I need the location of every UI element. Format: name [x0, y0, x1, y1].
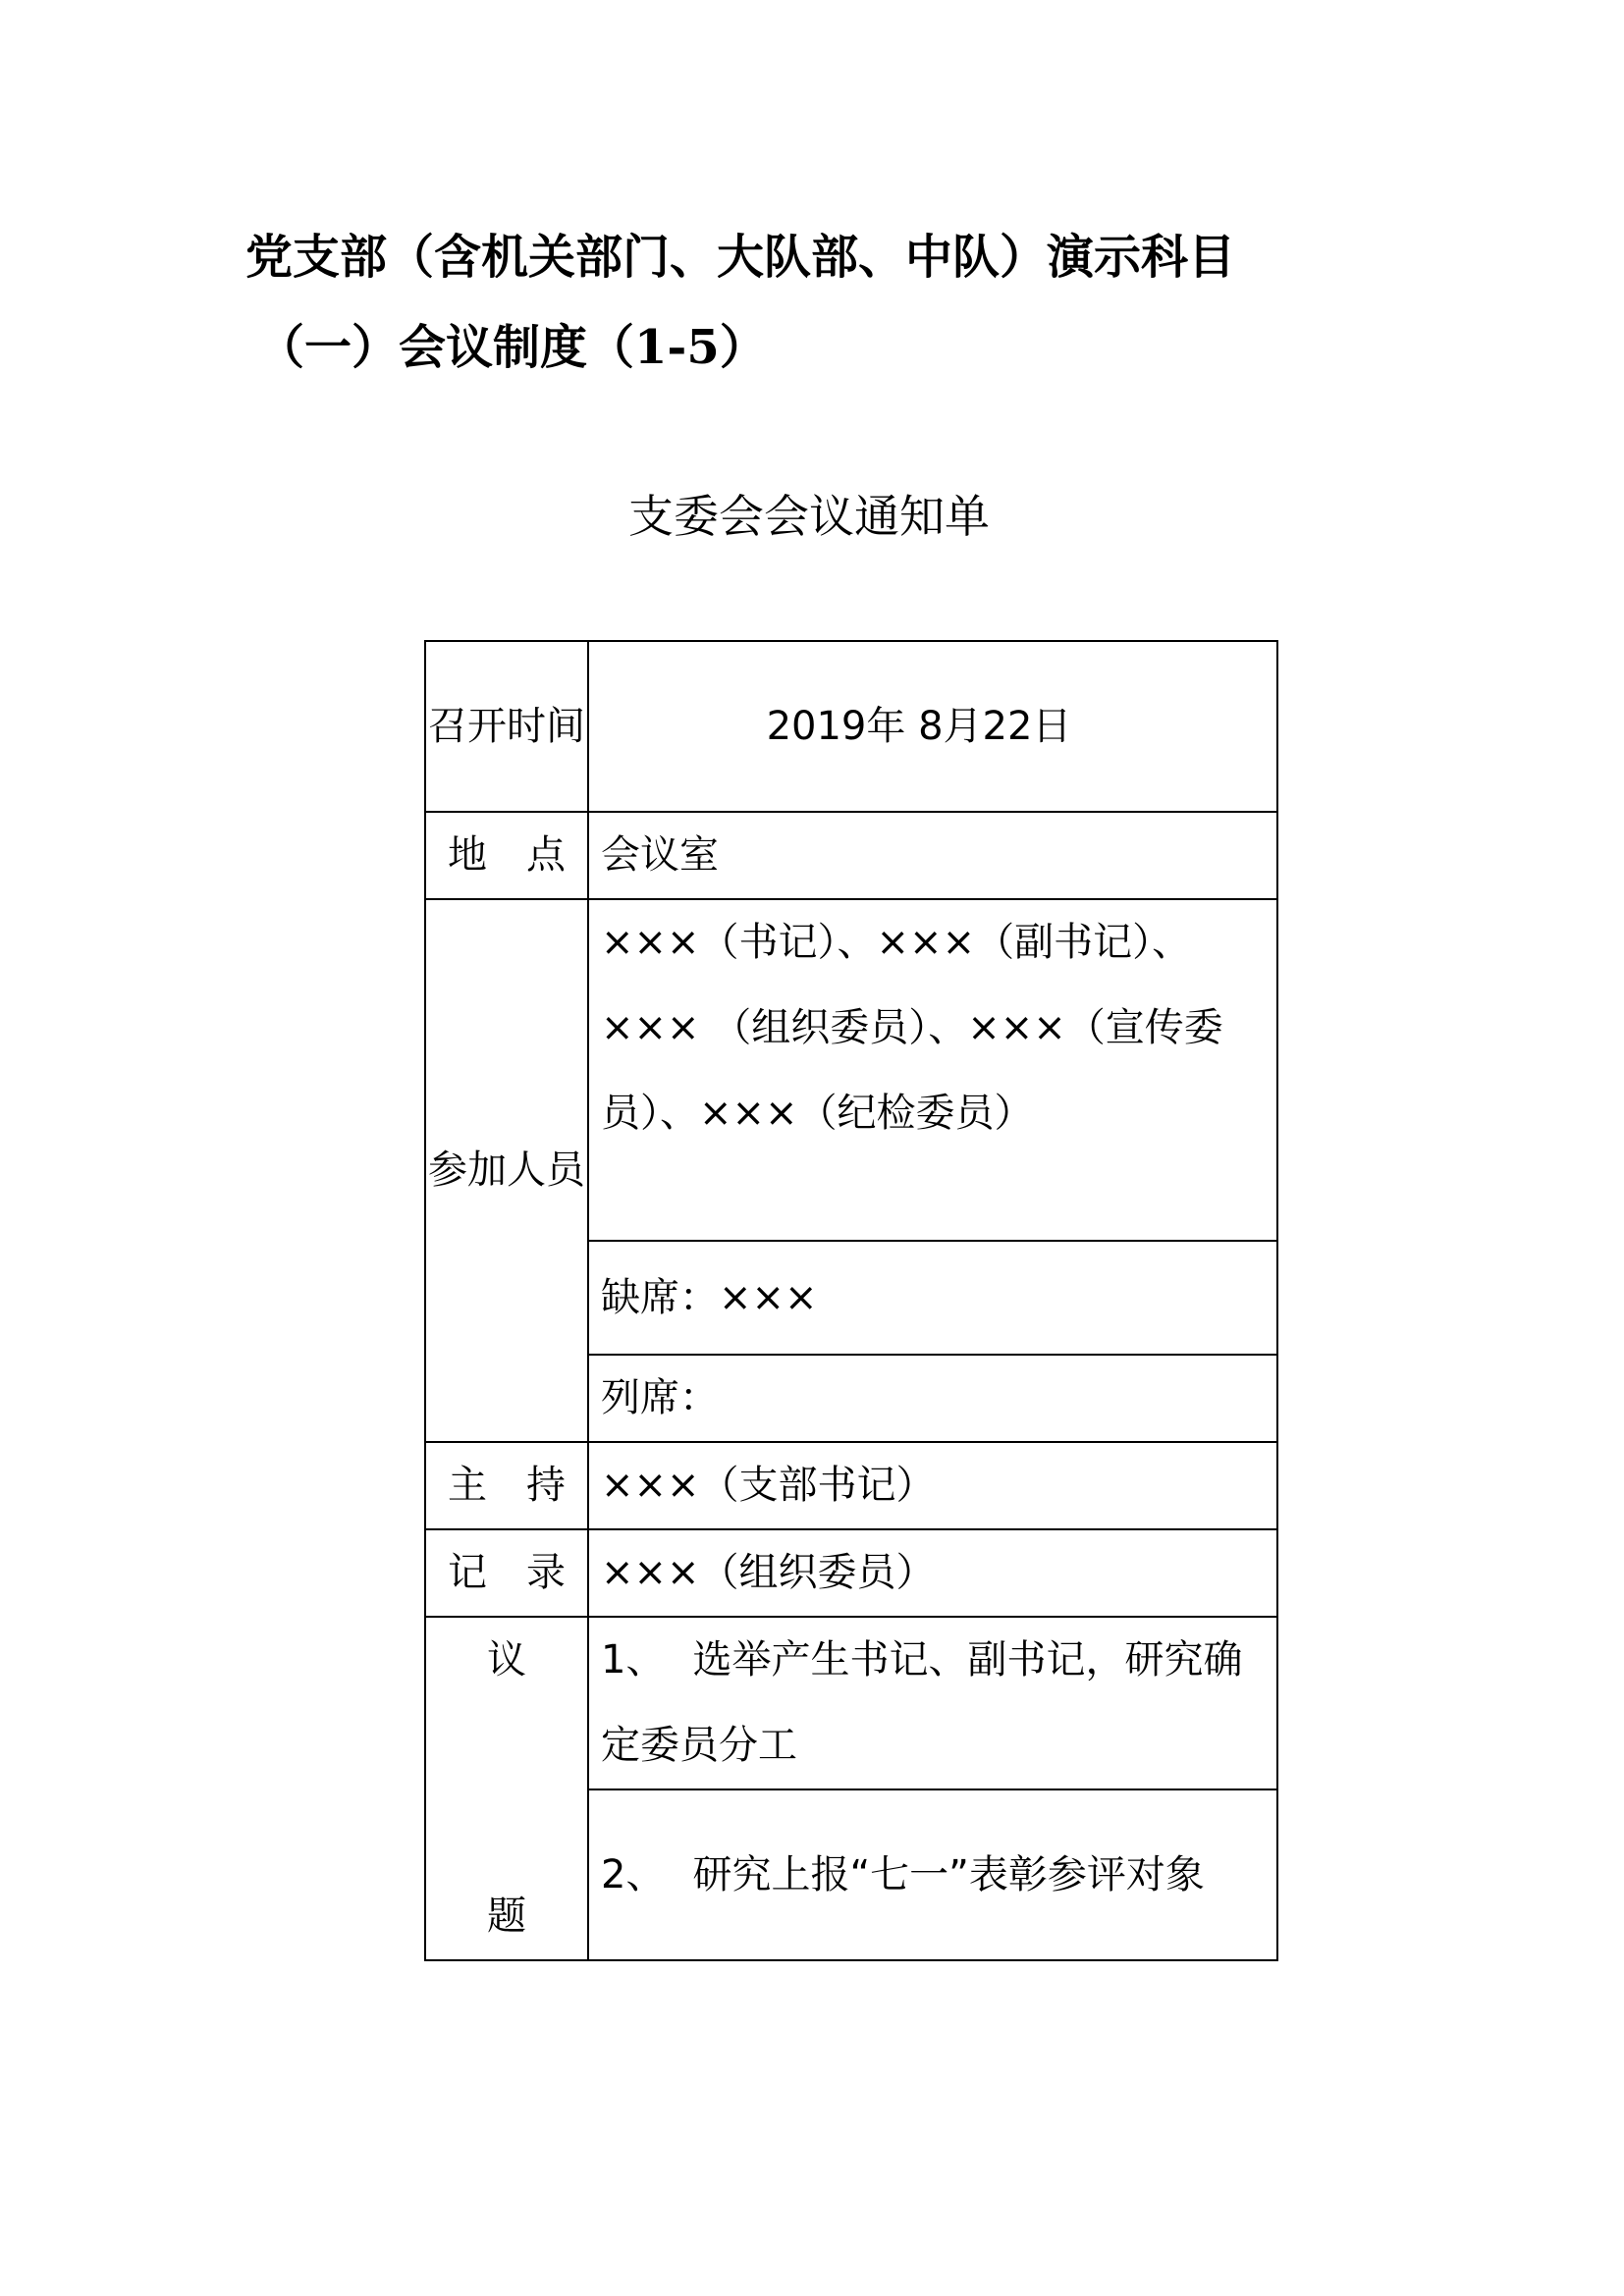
attendees-label: 参加人员 [425, 899, 588, 1442]
heading-subsection: （一）会议制度（1-5） [257, 320, 767, 375]
row-attendees [425, 899, 1277, 1241]
row-host [425, 1442, 1277, 1529]
topics-label-top: 议 [487, 1637, 526, 1682]
meeting-place-value: 会议室 [588, 812, 1277, 899]
guests-value: 列席： [588, 1355, 1277, 1442]
topics-label-bottom: 题 [487, 1894, 526, 1939]
topic-text: 选举产生书记、副书记，研究确定委员分工 [601, 1637, 1243, 1768]
row-meeting-time [425, 641, 1277, 812]
topic-number: 2、 [601, 1851, 666, 1897]
topics-label [425, 1617, 588, 1960]
row-recorder [425, 1529, 1277, 1617]
absent-value: 缺席：××× [588, 1241, 1277, 1355]
attendees-value: ×××（书记）、×××（副书记）、××× （组织委员）、×××（宣传委员）、×××（纪检委员） [588, 899, 1277, 1241]
heading-section: 党支部（含机关部门、大队部、中队）演示科目 [245, 230, 1236, 285]
row-topic-1 [425, 1617, 1277, 1789]
recorder-label: 记 录 [425, 1529, 588, 1617]
form-title: 支委会会议通知单 [628, 490, 990, 543]
host-label: 主 持 [425, 1442, 588, 1529]
meeting-time-label: 召开时间 [425, 641, 588, 812]
host-value: ×××（支部书记） [588, 1442, 1277, 1529]
topic-text: 研究上报“七一”表彰参评对象 [692, 1851, 1205, 1897]
meeting-time-value: 2019年 8月22日 [588, 641, 1277, 812]
topic-item [588, 1617, 1277, 1789]
recorder-value: ×××（组织委员） [588, 1529, 1277, 1617]
meeting-place-label: 地 点 [425, 812, 588, 899]
topic-number: 1、 [601, 1637, 666, 1682]
topic-item [588, 1789, 1277, 1960]
meeting-notice-table [424, 640, 1278, 1961]
row-meeting-place [425, 812, 1277, 899]
